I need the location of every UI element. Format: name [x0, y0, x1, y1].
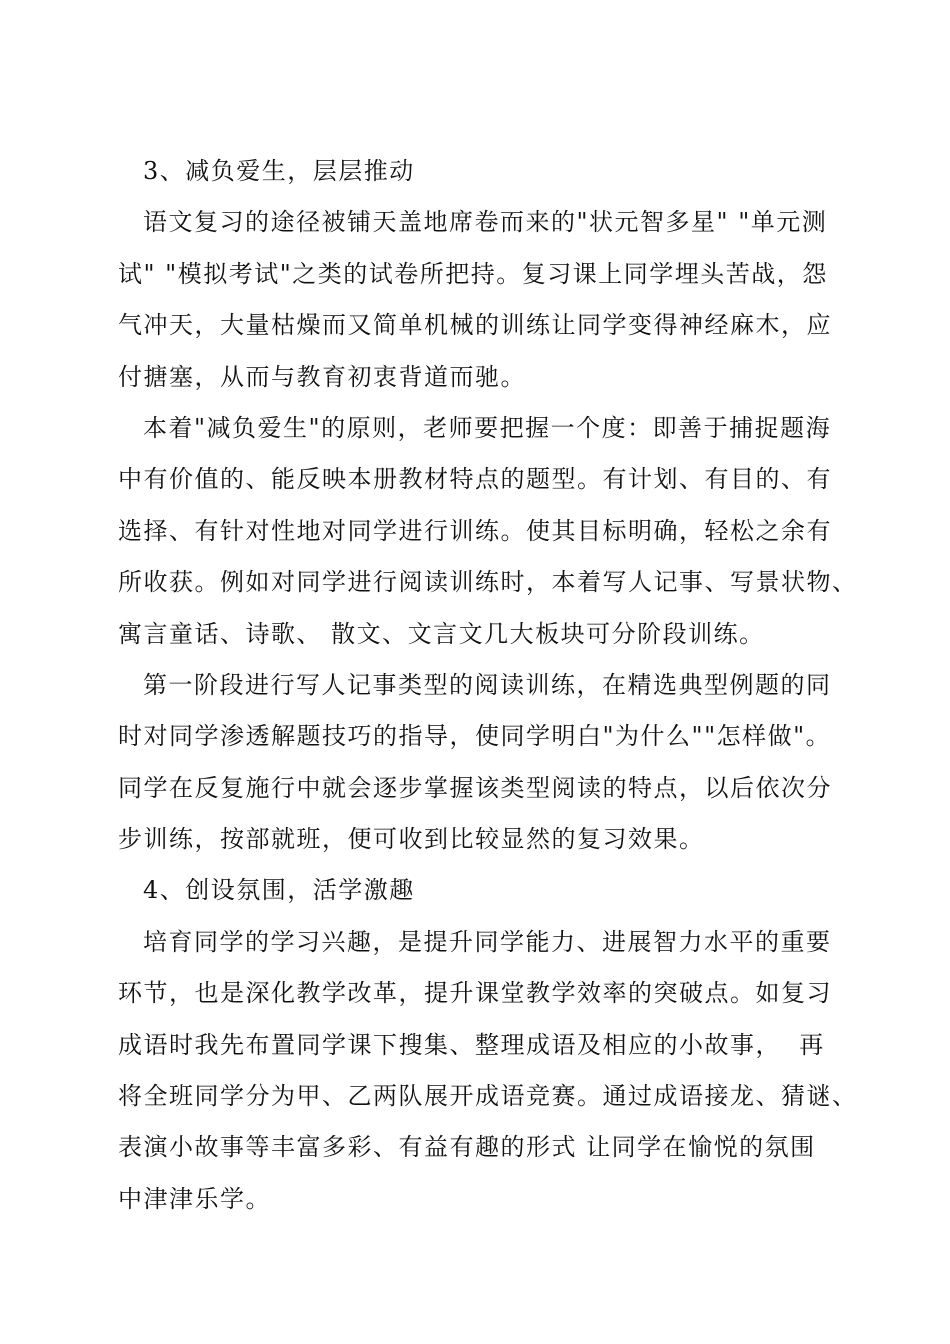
text-line: 中津津乐学。	[118, 1184, 271, 1213]
text-line: 本着"减负爱生"的原则，老师要把握一个度：即善于捕捉题海	[143, 413, 832, 442]
text-line: 步训练，按部就班，便可收到比较显然的复习效果。	[118, 825, 705, 854]
text-line: 第一阶段进行写人记事类型的阅读训练，在精选典型例题的同	[143, 670, 832, 699]
text-line: 选择、有针对性地对同学进行训练。使其目标明确，轻松之余有	[118, 516, 832, 545]
text-line: 成语时我先布置同学课下搜集、整理成语及相应的小故事， 再	[118, 1030, 825, 1059]
text-line: 4、创设氛围，活学激趣	[143, 876, 415, 905]
text-line: 同学在反复施行中就会逐步掌握该类型阅读的特点，以后依次分	[118, 773, 832, 802]
text-line: 寓言童话、诗歌、 散文、文言文几大板块可分阶段训练。	[118, 619, 765, 648]
text-line: 时对同学渗透解题技巧的指导，使同学明白"为什么""怎样做"。	[118, 722, 832, 751]
text-line: 试" "模拟考试"之类的试卷所把持。复习课上同学埋头苦战，怨	[118, 259, 828, 288]
text-line: 表演小故事等丰富多彩、有益有趣的形式 让同学在愉悦的氛围	[118, 1133, 816, 1162]
text-line: 语文复习的途径被铺天盖地席卷而来的"状元智多星" "单元测	[143, 208, 828, 237]
text-line: 3、减负爱生，层层推动	[143, 157, 415, 185]
text-line: 环节，也是深化教学改革，提升课堂教学效率的突破点。如复习	[118, 979, 832, 1008]
text-line: 中有价值的、能反映本册教材特点的题型。有计划、有目的、有	[118, 465, 832, 494]
document-body	[118, 146, 858, 1225]
text-line: 气冲天，大量枯燥而又简单机械的训练让同学变得神经麻木，应	[118, 311, 832, 340]
text-line: 将全班同学分为甲、乙两队展开成语竞赛。通过成语接龙、猜谜、	[118, 1082, 858, 1111]
text-line: 付搪塞，从而与教育初衷背道而驰。	[118, 362, 526, 391]
text-line: 所收获。例如对同学进行阅读训练时，本着写人记事、写景状物、	[118, 568, 858, 597]
text-line: 培育同学的学习兴趣，是提升同学能力、进展智力水平的重要	[143, 927, 832, 956]
